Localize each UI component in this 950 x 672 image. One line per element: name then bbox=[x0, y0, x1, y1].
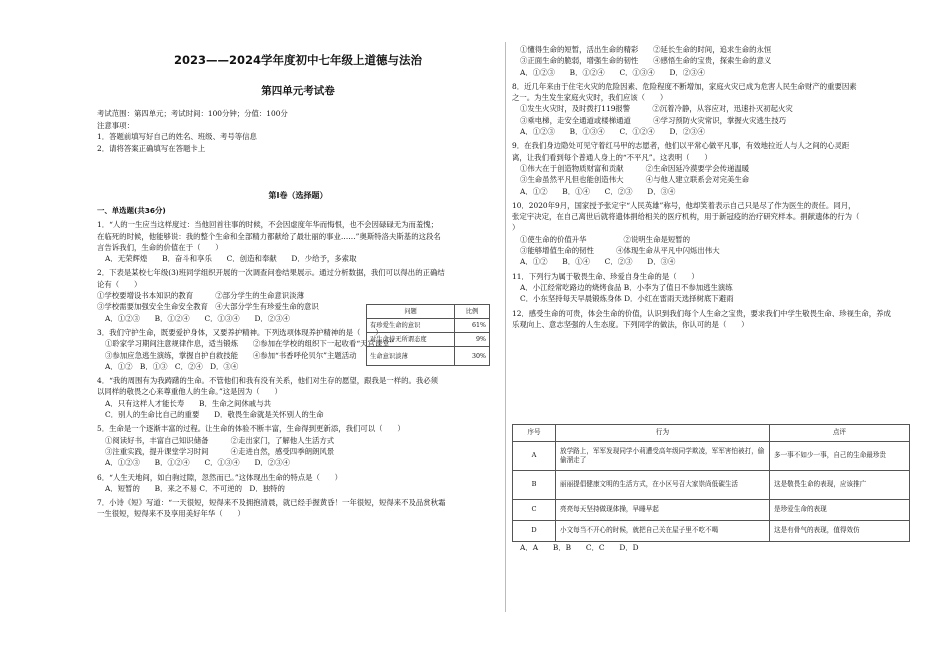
table-row bbox=[513, 442, 910, 471]
q7-stmt1: ①懂得生命的短暂，活出生命的精彩 bbox=[520, 45, 639, 54]
q3-stmt1: ①聆家学习期间注意规律作息，适当锻炼 bbox=[105, 339, 239, 349]
question-11 bbox=[512, 271, 910, 305]
q1-line3: 言告诉我们，生命的价值在于（ ） bbox=[97, 242, 223, 252]
survey-header-row bbox=[367, 305, 490, 319]
q7-stmt3: ③正面生命的脆弱，增强生命的韧性 bbox=[520, 56, 639, 66]
question-6 bbox=[97, 472, 499, 495]
survey-cell: 生命意识淡薄 bbox=[367, 347, 455, 366]
row-id: A bbox=[513, 442, 556, 471]
question-10 bbox=[512, 200, 910, 268]
q9-stmt3: ③生命虽然平凡但也能创造伟大 bbox=[520, 175, 624, 185]
row-behavior: 丽丽提倡健康文明的生活方式，在小区号召大家崇尚低碳生活 bbox=[556, 471, 770, 500]
header-comment: 点评 bbox=[770, 425, 910, 442]
survey-cell: 对生命持无所谓态度 bbox=[367, 333, 455, 347]
q9-options: A．①② B．①④ C．②③ D．③④ bbox=[520, 186, 676, 196]
q8-stmt1: ①发生火灾时，及时拨打119报警 bbox=[520, 104, 631, 114]
q12-line2: 乐观向上、意志坚强的人生态度。下列同学的做法，你认可的是（ ） bbox=[512, 319, 749, 329]
q7-line1: 7．小诗《短》写道：“一天很短，短得来不及拥抱清晨，就已经手握黄昏！一年很短，短得来不及品赏秋霜 bbox=[97, 498, 446, 508]
q5-stmt4: ④走进自然，感受四季朗朗风景 bbox=[230, 446, 335, 456]
q8-line2: 之一。为生发生家庭火灾时，我们应该（ ） bbox=[512, 93, 668, 103]
row-behavior: 放学路上，军军发现同学小莉遭受高年级同学欺凌，军军害怕被打，偷偷溜走了 bbox=[556, 442, 770, 471]
q3-stmt3: ③参加应急逃生演练，掌握自护自救技能 bbox=[105, 350, 239, 360]
q10-stmt2: ②说明生命是短暂的 bbox=[623, 234, 691, 244]
q9-stmt1: ①伟大在于创造物质财富和贡献 bbox=[520, 163, 624, 173]
behavior-header-row bbox=[513, 425, 910, 442]
q7-stmt2: ②延长生命的时间，追求生命的永恒 bbox=[653, 45, 772, 54]
q10-options: A．①② B．①④ C．②③ D．③④ bbox=[520, 257, 676, 267]
q5-stmt2: ②走出家门，了解他人生活方式 bbox=[230, 435, 335, 445]
q9-stmt2: ②生命因延冷漠要学会传递温暖 bbox=[645, 163, 750, 173]
q8-line1: 8．近几年来由于住宅火灾的危险因素、危险程度不断增加，家庭火灾已成为危害人民生命财产的重要因素 bbox=[512, 81, 857, 91]
q10-line3: ） bbox=[512, 223, 520, 233]
section-title: 一、单选题(共36分) bbox=[97, 206, 166, 215]
q8-stmt3: ③乘电梯，走安全通道或楼梯通道 bbox=[520, 115, 631, 125]
row-id: B bbox=[513, 471, 556, 500]
question-7 bbox=[97, 497, 499, 520]
q7-line2: 一生很短，短得来不及享用美好年华（ ） bbox=[97, 509, 245, 519]
q4-line1: 4．“我的周围有为我踌躇的生命。不管他们和我有没有关系，他们对生存的愿望，跟我是一样的。我必须 bbox=[97, 376, 439, 386]
q7-options: A．①②③ B．①②④ C．①③④ D．②③④ bbox=[520, 67, 705, 77]
q1-line1: 1．“人的一生应当这样度过：当他回首往事的时候，不会因虚度年华而悔恨，也不会因碌碌无为而羞愧； bbox=[97, 220, 439, 230]
notice-1: 1．答题前填写好自己的姓名、班级、考号等信息 bbox=[97, 132, 257, 141]
q11-line1: 11．下列行为属于敬畏生命、珍爱自身生命的是（ ） bbox=[512, 271, 699, 281]
question-12 bbox=[512, 308, 910, 331]
q5-line1: 5．生命是一个逐渐丰富的过程。让生命的体验不断丰富，生命得到更新添，我们可以（ ） bbox=[97, 424, 405, 434]
table-row bbox=[513, 521, 910, 542]
survey-header-ratio: 比例 bbox=[455, 305, 490, 319]
row-comment: 这是敬畏生命的表现，应该推广 bbox=[770, 471, 910, 500]
row-behavior: 亮亮每天坚持做现体操，早睡早起 bbox=[556, 500, 770, 521]
q2-stmt1: ①学校要增设书本知识的教育 bbox=[97, 291, 194, 301]
q3-options: A．①② B．①③ C．②④ D．③④ bbox=[105, 361, 239, 371]
survey-cell: 30% bbox=[455, 347, 490, 366]
question-1 bbox=[97, 219, 499, 264]
behavior-table bbox=[512, 424, 910, 542]
q8-stmt2: ②沉着冷静，从容应对，迅速扑灭初起火灾 bbox=[652, 104, 793, 114]
q3-stmt2: ②参加在学校的组织下一起收看“天宫课堂” bbox=[252, 339, 394, 349]
q2-stmt4: ④大部分学生有珍爱生命的意识 bbox=[215, 302, 319, 312]
q11-options-cd: C．小东坚持每天早晨锻炼身体 D．小红在雷雨天选择树底下避雨 bbox=[520, 294, 734, 304]
q9-stmt4: ④与他人建立联系会对完美生命 bbox=[645, 175, 750, 185]
survey-cell: 61% bbox=[455, 319, 490, 333]
q10-line2: 张定宇决定，在自己离世后就将遗体捐给相关的医疗机构，用于新冠疫的治疗研究样本。捐献遗体的行为（ bbox=[512, 212, 860, 222]
question-5 bbox=[97, 423, 499, 468]
row-comment: 这是有骨气的表现，值得效仿 bbox=[770, 521, 910, 542]
q4-options-cd: C．别人的生命比自己的重要 D．敬畏生命就是关怀别人的生命 bbox=[105, 410, 324, 420]
column-divider bbox=[505, 42, 506, 612]
question-9 bbox=[512, 140, 910, 196]
q8-stmt4: ④学习预防火灾常识，掌握火灾逃生技巧 bbox=[653, 115, 787, 125]
q4-options-ab: A．只有这样人才能长寿 B．生命之间休戚与共 bbox=[105, 398, 271, 408]
row-comment: 多一事不如少一事，自己的生命最珍贵 bbox=[770, 442, 910, 471]
q10-line1: 10．2020年9月，国家授予张定宇“人民英雄”称号，他却笑着表示自己只是尽了作为医生的责任。同月， bbox=[512, 200, 856, 210]
survey-header-question: 问题 bbox=[367, 305, 455, 319]
q9-line1: 9．在我们身边隐处可见守着红马甲的志愿者，他们以平常心做平凡事，有效地拉近人与人之间的心灵距 bbox=[512, 141, 850, 151]
question-7-options bbox=[512, 44, 910, 78]
notice-title: 注意事项： bbox=[97, 120, 134, 130]
q5-stmt3: ③注重实践，提升课堂学习时间 bbox=[105, 446, 209, 456]
exam-title: 2023——2024学年度初中七年级上道德与法治 bbox=[173, 53, 422, 67]
q2-options: A．①②③ B．①②④ C．①③④ D．②③④ bbox=[105, 313, 290, 323]
exam-subtitle: 第四单元考试卷 bbox=[261, 85, 335, 97]
survey-cell: 9% bbox=[455, 333, 490, 347]
q4-line2: 以同样的敬畏之心来尊重他人的生命。”这是因为（ ） bbox=[97, 387, 282, 397]
survey-cell: 有珍爱生命的意识 bbox=[367, 319, 455, 333]
q3-stmt4: ④参加“书香呼伦贝尔”主题活动 bbox=[252, 350, 357, 360]
survey-row bbox=[367, 347, 490, 366]
q8-options: A．①②③ B．①③④ C．①②④ D．②③④ bbox=[520, 127, 705, 137]
q9-line2: 离，让我们看到每个普通人身上的“不平凡”。这表明（ ） bbox=[512, 152, 712, 162]
exam-scope: 考试范围：第四单元；考试时间：100分钟；分值：100分 bbox=[97, 109, 288, 118]
survey-row bbox=[367, 333, 490, 347]
q11-options-ab: A．小江经常吃路边的烧烤食品 B．小李为了值日不参加逃生演练 bbox=[520, 282, 733, 292]
header-behavior: 行为 bbox=[556, 425, 770, 442]
q1-options: A．无荣辉煌 B．奋斗和享乐 C．创造和奉献 D．少给予，多索取 bbox=[105, 254, 357, 264]
q2-line2: 论有（ ） bbox=[97, 279, 142, 289]
row-behavior: 小文每当不开心的时候，就把自己关在屋子里不吃不喝 bbox=[556, 521, 770, 542]
row-comment: 是珍爱生命的表现 bbox=[770, 500, 910, 521]
q2-line1: 2．下表是某校七年级(3)班同学组织开展的一次调查问卷结果展示。通过分析数据，我们可以得出的正确结 bbox=[97, 268, 445, 278]
row-id: D bbox=[513, 521, 556, 542]
q10-stmt1: ①使生命的价值升华 bbox=[520, 234, 587, 244]
volume-title: 第I卷（选择题） bbox=[268, 191, 328, 200]
exam-info bbox=[97, 108, 499, 154]
question-8 bbox=[512, 81, 910, 137]
notice-2: 2．请将答案正确填写在答题卡上 bbox=[97, 143, 206, 153]
question-4 bbox=[97, 375, 499, 420]
survey-table bbox=[366, 304, 490, 366]
table-row bbox=[513, 500, 910, 521]
q6-options: A．短暂的 B．来之不易 C．不可逆的 D．独特的 bbox=[105, 483, 285, 493]
table-row bbox=[513, 471, 910, 500]
q12-line1: 12．感受生命的可贵，体会生命的价值，认识到我们每个人生命之宝贵，要求我们中学生敬畏生命、珍视生命，养成 bbox=[512, 308, 891, 318]
q2-stmt2: ②部分学生的生命意识淡薄 bbox=[215, 291, 304, 301]
q10-stmt4: ④体现生命从平凡中闪烁出伟大 bbox=[616, 246, 720, 256]
survey-row bbox=[367, 319, 490, 333]
header-id: 序号 bbox=[513, 425, 556, 442]
q2-stmt3: ③学校需要加强安全生命安全教育 bbox=[97, 302, 208, 312]
q7-stmt4: ④感悟生命的宝贵，探索生命的意义 bbox=[653, 56, 772, 66]
q5-options: A．①②③ B．①②④ C．①③④ D．②③④ bbox=[105, 458, 290, 468]
q3-line1: 3．我们守护生命，既要爱护身体，又要养护精神。下列选项体现养护精神的是（ ） bbox=[97, 327, 383, 337]
q5-stmt1: ①阅读好书，丰富自己知识储备 bbox=[105, 435, 209, 445]
q6-line1: 6．“人生天地间，如白驹过隙，忽然而已。”这体现出生命的特点是（ ） bbox=[97, 472, 343, 482]
q10-stmt3: ③能够增值生命的韧性 bbox=[520, 246, 594, 256]
row-id: C bbox=[513, 500, 556, 521]
q12-options: A．A B．B C．C D．D bbox=[520, 543, 639, 552]
q1-line2: 在临死的时候，他能够说：我的整个生命和全部精力都献给了最壮丽的事业……”奥斯特洛夫斯基的这段名 bbox=[97, 231, 441, 241]
right-questions bbox=[512, 44, 910, 330]
